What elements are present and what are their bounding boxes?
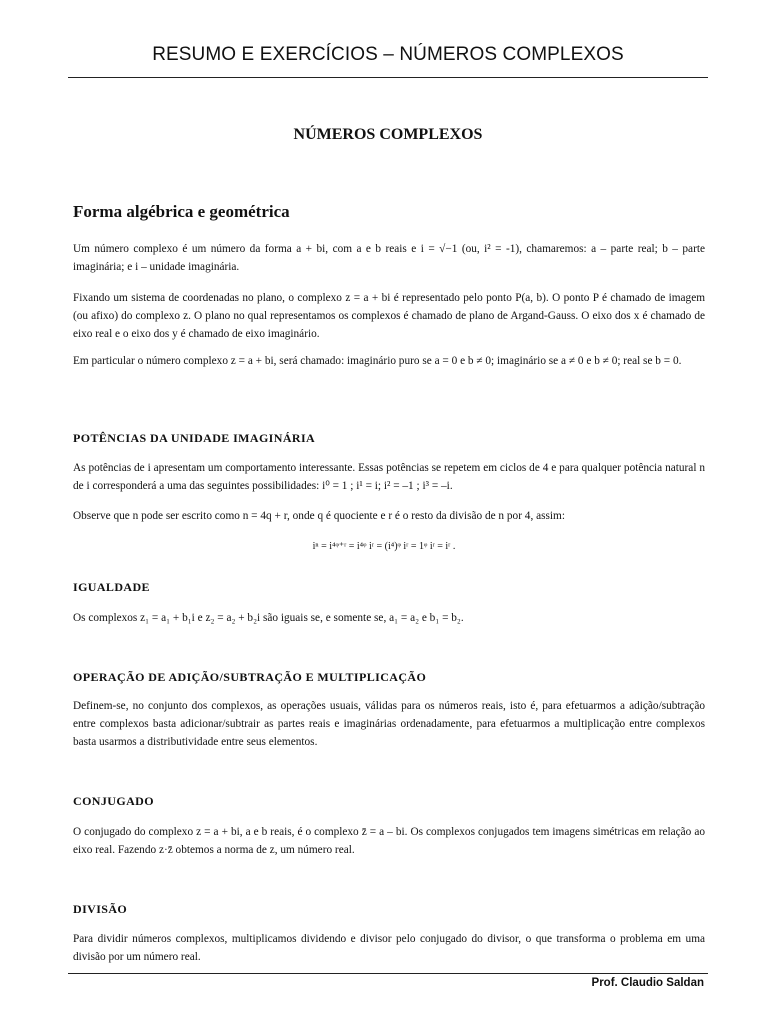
paragraph-text: Os complexos z₁ = a₁ + b₁i e z₂ = a₂ + b₂i são iguais se, e somente se, a₁ = a₂ e b₁ = b₂.	[73, 612, 464, 624]
paragraph-text: Um número complexo é um número da forma a + bi, com a e b reais e i = √−1 (ou, i² = -1), chamaremos: a – parte real; b – parte imaginária; e i – unidade imaginária.	[73, 243, 705, 273]
section-operacoes	[73, 670, 705, 685]
section-divisao	[73, 902, 705, 917]
section-heading: POTÊNCIAS DA UNIDADE IMAGINÁRIA	[73, 431, 316, 445]
section-heading: Forma algébrica e geométrica	[73, 202, 290, 221]
paragraph-text: As potências de i apresentam um comportamento interessante. Essas potências se repetem em ciclos de 4 e para qualquer potência natural n de i corresponderá a uma das seguintes possibilidades: i⁰ = 1 ; i¹ = i; i² = –1 ; i³ = –i.	[73, 462, 705, 492]
page-header-title: RESUMO E EXERCÍCIOS – NÚMEROS COMPLEXOS	[152, 44, 624, 65]
paragraph-text: Para dividir números complexos, multiplicamos dividendo e divisor pelo conjugado do divisor, o que transforma o problema em uma divisão por um número real.	[73, 933, 705, 963]
paragraph-text: Em particular o número complexo z = a + bi, será chamado: imaginário puro se a = 0 e b ≠ 0; imaginário se a ≠ 0 e b ≠ 0; real se b = 0.	[73, 355, 682, 367]
paragraph	[73, 697, 705, 751]
section-heading: IGUALDADE	[73, 580, 150, 594]
footer-author: Prof. Claudio Saldan	[591, 977, 704, 989]
section-heading: CONJUGADO	[73, 794, 154, 808]
document-title: NÚMEROS COMPLEXOS	[293, 126, 483, 143]
paragraph	[73, 240, 705, 276]
footer-divider	[68, 973, 708, 974]
paragraph	[73, 352, 705, 370]
paragraph	[73, 459, 705, 495]
paragraph	[73, 289, 705, 343]
paragraph	[73, 823, 705, 859]
paragraph	[73, 609, 705, 627]
paragraph-text: Definem-se, no conjunto dos complexos, as operações usuais, válidas para os números reais, isto é, para efetuarmos a adição/subtração entre complexos basta adicionar/subtrair as partes reais e imaginárias ordenadamente, para efetuarmos a multiplicação entre complexos basta usarmos a distributividade entre seus elementos.	[73, 700, 705, 748]
section-heading: DIVISÃO	[73, 902, 128, 916]
header-divider	[68, 77, 708, 78]
section-conjugado	[73, 794, 705, 809]
paragraph	[73, 507, 705, 525]
section-heading: OPERAÇÃO DE ADIÇÃO/SUBTRAÇÃO E MULTIPLICAÇÃO	[73, 670, 427, 684]
paragraph-text: Observe que n pode ser escrito como n = 4q + r, onde q é quociente e r é o resto da divisão de n por 4, assim:	[73, 510, 565, 522]
paragraph	[73, 930, 705, 966]
section-potencias	[73, 431, 705, 446]
paragraph-text: Fixando um sistema de coordenadas no plano, o complexo z = a + bi é representado pelo ponto P(a, b). O ponto P é chamado de imagem (ou afixo) do complexo z. O plano no qual representamos os complexos é chamado de plano de Argand-Gauss. O eixo dos x é chamado de eixo real e o eixo dos y é chamado de eixo imaginário.	[73, 292, 705, 340]
section-igualdade	[73, 580, 705, 595]
paragraph-text: O conjugado do complexo z = a + bi, a e b reais, é o complexo z̄ = a – bi. Os complexos conjugados tem imagens simétricas em relação ao eixo real. Fazendo z·z̄ obtemos a norma de z, um número real.	[73, 826, 705, 856]
formula-powers: iⁿ = i⁴ᵠ⁺ʳ = i⁴ᵠ iʳ = (i⁴)ᵠ iʳ = 1ᵠ iʳ = iʳ .	[312, 541, 456, 552]
section-forma-algebrica	[73, 202, 705, 222]
